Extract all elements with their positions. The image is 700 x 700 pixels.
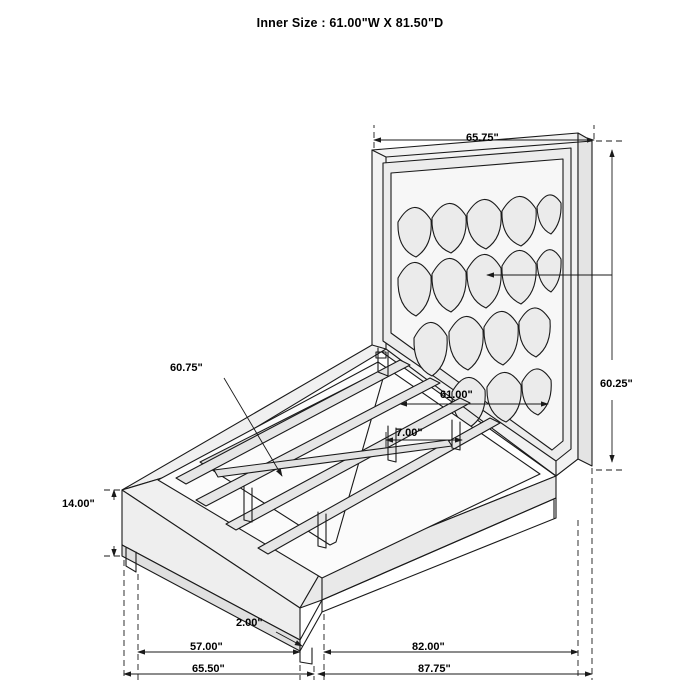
dim-headboard-width: 65.75" — [466, 132, 499, 144]
dim-headboard-height: 60.25" — [600, 378, 633, 390]
page-title: Inner Size : 61.00"W X 81.50"D — [256, 16, 444, 30]
dim-footboard-width: 57.00" — [190, 641, 223, 653]
dim-inner-width: 61.00" — [440, 389, 473, 401]
dim-slat-length: 60.75" — [170, 362, 203, 374]
dim-deck-height: 14.00" — [62, 498, 95, 510]
dim-foot-rail-height: 2.00" — [236, 617, 263, 629]
dim-overall-front-width: 65.50" — [192, 663, 225, 675]
dim-slat-spacing: 7.00" — [396, 427, 423, 439]
dim-side-length: 82.00" — [412, 641, 445, 653]
dim-overall-depth: 87.75" — [418, 663, 451, 675]
